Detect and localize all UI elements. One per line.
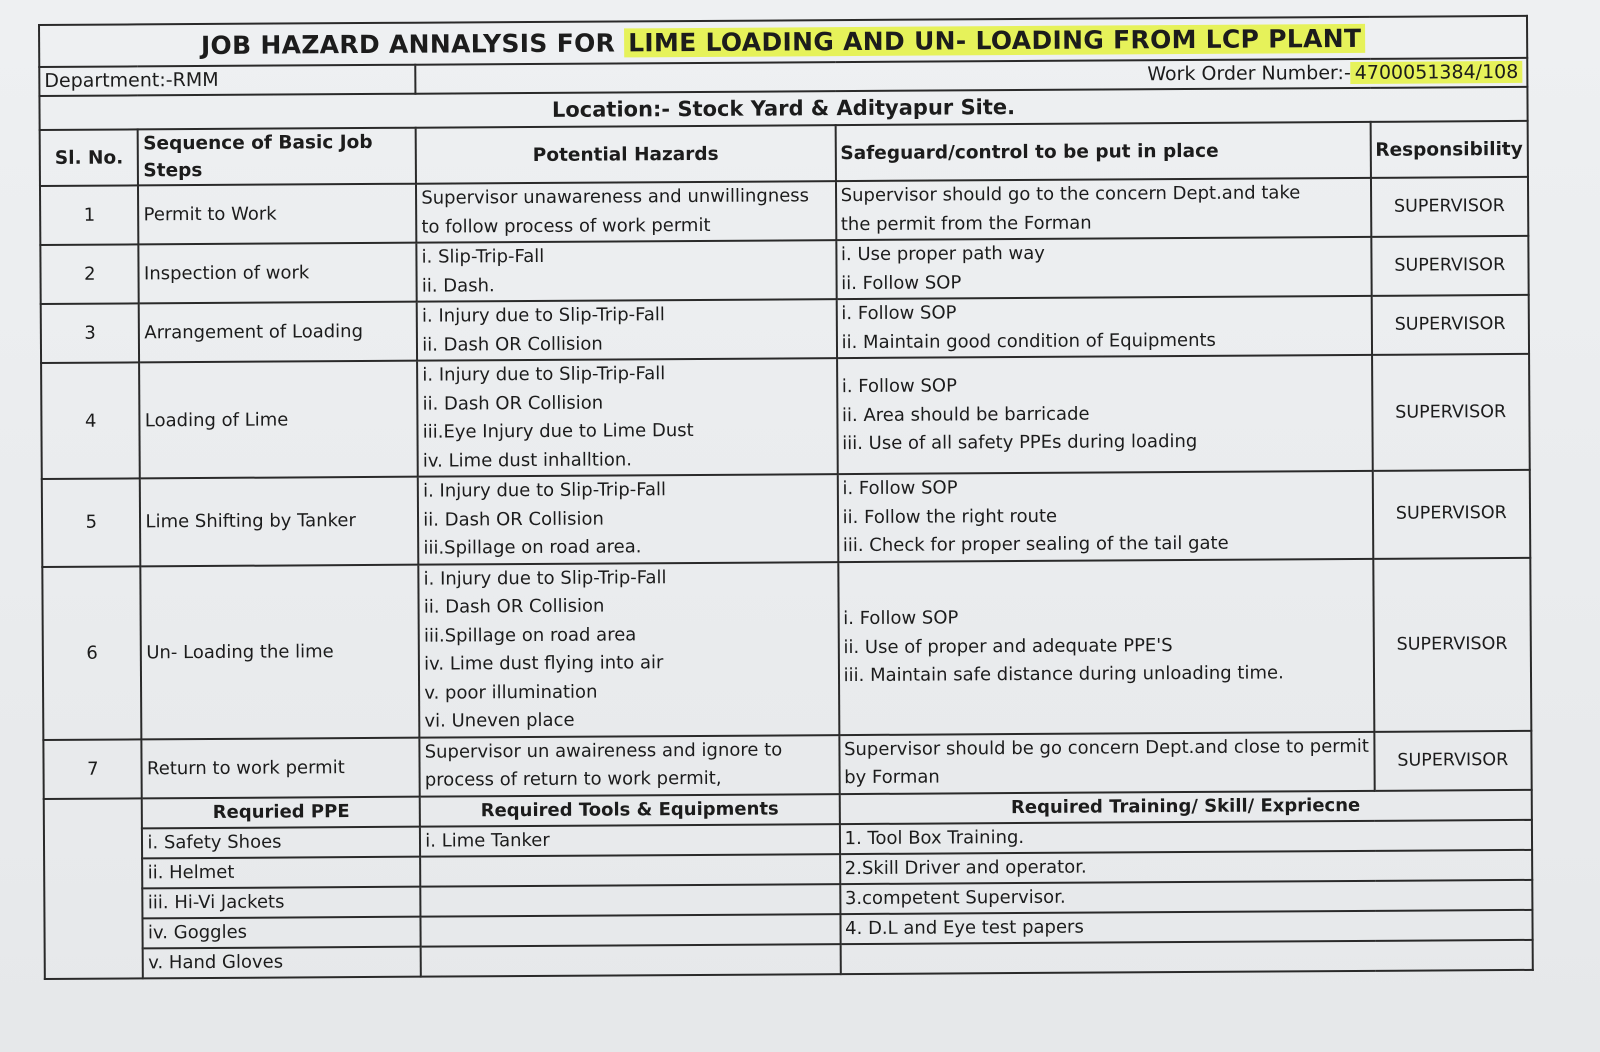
hazard-item: i. Slip-Trip-Fall [421, 245, 545, 268]
safeguard-item: Supervisor should go to the concern Dept.and take [840, 182, 1301, 207]
safeguard-item: the permit from the Forman [840, 212, 1092, 235]
safeguard-list [836, 296, 1371, 358]
table-row [42, 470, 1531, 567]
hazard-item: ii. Dash OR Collision [422, 333, 603, 356]
responsibility: SUPERVISOR [1370, 177, 1528, 237]
hazard-item: iv. Lime dust inhalltion. [422, 448, 633, 472]
row-number: 7 [43, 739, 142, 799]
hazard-item: ii. Dash. [421, 274, 495, 297]
training-heading: Required Training/ Skill/ Expriecne [839, 789, 1532, 823]
safeguard-list [836, 178, 1371, 240]
row-number: 2 [40, 244, 139, 304]
job-step: Inspection of work [139, 243, 417, 304]
hazard-item: i. Injury due to Slip-Trip-Fall [422, 363, 666, 386]
work-order-label: Work Order Number:- [1147, 61, 1351, 86]
safeguard-item: ii. Follow SOP [841, 271, 962, 294]
training-item: 3.competent Supervisor. [840, 879, 1533, 913]
hazard-item: ii. Dash OR Collision [423, 508, 604, 531]
safeguard-list [839, 731, 1374, 793]
col-steps: Sequence of Basic Job Steps [138, 128, 416, 186]
hazard-item: Supervisor un awaireness and ignore to [424, 738, 783, 763]
hazard-item: ii. Dash OR Collision [423, 595, 605, 618]
location: Location:- Stock Yard & Adityapur Site. [39, 87, 1527, 130]
hazard-item: i. Injury due to Slip-Trip-Fall [423, 566, 667, 590]
hazard-list [417, 240, 837, 302]
training-item: 2.Skill Driver and operator. [840, 849, 1533, 883]
safeguard-item: by Forman [844, 766, 940, 789]
department-value: RMM [172, 68, 219, 92]
ppe-item: i. Safety Shoes [142, 826, 420, 858]
responsibility: SUPERVISOR [1373, 557, 1532, 731]
hazard-list [418, 474, 838, 564]
row-number: 1 [40, 185, 139, 245]
training-item: 1. Tool Box Training. [839, 819, 1532, 853]
hazard-item: iii.Spillage on road area [423, 623, 637, 647]
table-row [40, 236, 1528, 304]
col-sl-no: Sl. No. [40, 129, 139, 186]
tool-item: i. Lime Tanker [420, 824, 840, 857]
training-item [840, 939, 1533, 973]
column-header-row [40, 121, 1528, 186]
hazard-item: vi. Uneven place [424, 709, 575, 732]
hazard-item: iii.Spillage on road area. [423, 536, 642, 559]
jha-table [38, 15, 1534, 980]
responsibility: SUPERVISOR [1372, 354, 1530, 471]
safeguard-item: ii. Area should be barricade [841, 403, 1090, 426]
safeguard-item: iii. Check for proper sealing of the tail gate [842, 532, 1229, 557]
safeguard-list [836, 237, 1371, 299]
ppe-item: iii. Hi-Vi Jackets [143, 886, 421, 918]
safeguard-list [838, 558, 1374, 734]
row-number: 4 [41, 362, 140, 479]
tool-item [420, 854, 840, 887]
ppe-item: iv. Goggles [143, 916, 421, 948]
job-step: Permit to Work [138, 184, 416, 245]
ppe-item: ii. Helmet [143, 856, 421, 888]
hazard-item: process of return to work permit, [424, 767, 722, 791]
tools-heading: Required Tools & Equipments [420, 794, 840, 827]
hazard-item: v. poor illumination [424, 681, 598, 704]
safeguard-item: ii. Follow the right route [842, 505, 1058, 528]
tool-item [421, 944, 841, 977]
col-responsibility: Responsibility [1370, 121, 1528, 178]
blank-cell [44, 798, 144, 979]
safeguard-item: iii. Maintain safe distance during unloading time. [843, 662, 1284, 687]
responsibility: SUPERVISOR [1371, 295, 1529, 355]
safeguard-item: i. Follow SOP [843, 607, 959, 630]
hazard-item: Supervisor unawareness and unwillingness [421, 185, 810, 209]
hazard-item: iv. Lime dust flying into air [424, 652, 664, 675]
title-highlight: LIME LOADING AND UN- LOADING FROM LCP PLANT [624, 23, 1365, 57]
hazard-item: i. Injury due to Slip-Trip-Fall [423, 479, 667, 502]
safeguard-item: ii. Maintain good condition of Equipments [841, 329, 1216, 353]
tool-item [421, 914, 841, 947]
safeguard-list [837, 471, 1372, 562]
department-label: Department:- [44, 69, 173, 92]
hazard-item: to follow process of work permit [421, 214, 711, 238]
training-item: 4. D.L and Eye test papers [840, 909, 1533, 943]
hazard-list [416, 181, 836, 243]
hazard-item: i. Injury due to Slip-Trip-Fall [421, 304, 665, 327]
hazard-list [417, 299, 837, 361]
table-row [41, 354, 1530, 479]
safeguard-list [837, 355, 1373, 474]
responsibility: SUPERVISOR [1371, 236, 1529, 296]
job-step: Loading of Lime [140, 361, 418, 479]
ppe-item: v. Hand Gloves [143, 946, 421, 978]
safeguard-item: i. Use proper path way [840, 242, 1045, 266]
safeguard-item: i. Follow SOP [841, 375, 957, 398]
table-row [41, 295, 1529, 363]
safeguard-item: iii. Use of all safety PPEs during loading [842, 431, 1198, 455]
row-number: 3 [41, 303, 140, 363]
hazard-item: ii. Dash OR Collision [422, 392, 604, 415]
hazard-list [420, 735, 840, 797]
table-row [42, 557, 1531, 739]
table-row [40, 177, 1528, 245]
responsibility: SUPERVISOR [1374, 730, 1532, 790]
col-safeguards: Safeguard/control to be put in place [835, 122, 1370, 181]
row-number: 6 [42, 566, 142, 740]
row-number: 5 [42, 478, 141, 566]
work-order-value: 4700051384/108 [1351, 61, 1523, 84]
col-hazards: Potential Hazards [416, 125, 836, 184]
hazard-list [419, 562, 839, 738]
safeguard-item: i. Follow SOP [841, 302, 957, 325]
ppe-heading: Requried PPE [142, 796, 420, 828]
job-step: Lime Shifting by Tanker [140, 477, 418, 566]
table-row [43, 730, 1531, 798]
tool-item [420, 884, 840, 917]
job-step: Return to work permit [142, 737, 420, 798]
hazard-item: iii.Eye Injury due to Lime Dust [422, 420, 694, 443]
hazard-list [417, 358, 837, 477]
title-prefix: JOB HAZARD ANNALYSIS FOR [200, 27, 625, 60]
safeguard-item: Supervisor should be go concern Dept.and close to permit [843, 735, 1370, 760]
responsibility: SUPERVISOR [1372, 470, 1530, 558]
department-cell [39, 65, 415, 96]
safeguard-item: i. Follow SOP [842, 477, 958, 500]
safeguard-item: ii. Use of proper and adequate PPE'S [843, 634, 1173, 658]
job-step: Un- Loading the lime [141, 564, 420, 739]
job-step: Arrangement of Loading [139, 302, 417, 363]
